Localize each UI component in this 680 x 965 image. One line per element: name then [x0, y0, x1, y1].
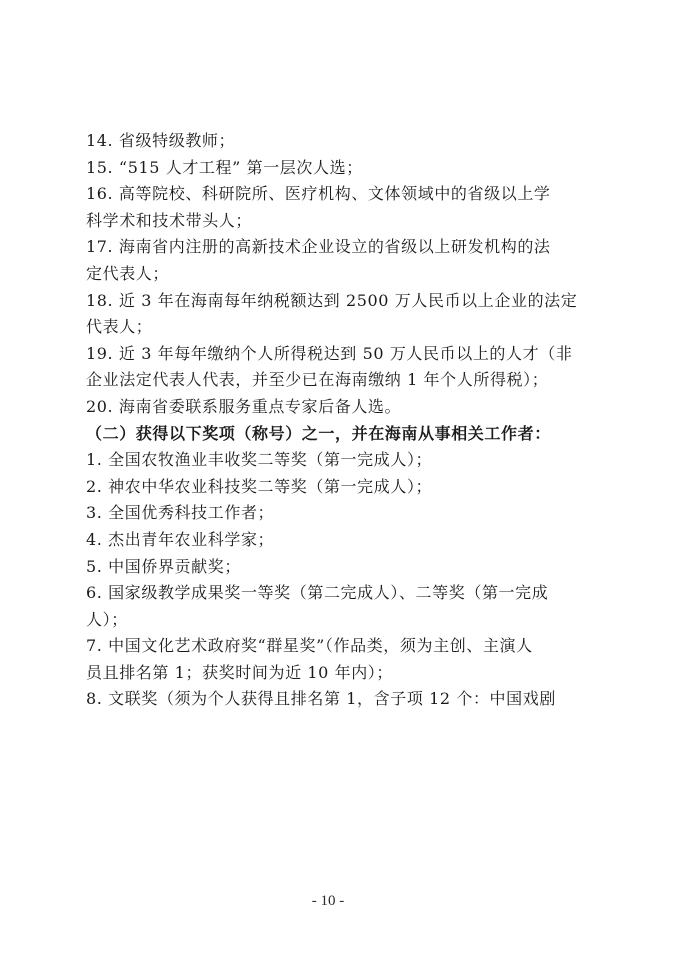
text-line: 代表人；	[86, 317, 153, 337]
text-line: 18. 近 3 年在海南每年纳税额达到 2500 万人民币以上企业的法定	[86, 290, 578, 310]
text-line: 企业法定代表人代表，并至少已在海南缴纳 1 年个人所得税）；	[86, 370, 549, 390]
section-heading: （二）获得以下奖项（称号）之一，并在海南从事相关工作者：	[86, 423, 551, 443]
text-line: 2. 神农中华农业科技奖二等奖（第一完成人）；	[86, 476, 433, 496]
text-line: 人）；	[86, 609, 128, 629]
document-body	[86, 128, 606, 713]
text-line: 20. 海南省委联系服务重点专家后备人选。	[86, 396, 402, 416]
text-line: 5. 中国侨界贡献奖；	[86, 556, 241, 576]
text-line: 员且排名第 1；获奖时间为近 10 年内）；	[86, 662, 393, 682]
text-line: 3. 全国优秀科技工作者；	[86, 503, 275, 523]
text-line: 7. 中国文化艺术政府奖“群星奖”（作品类，须为主创、主演人	[86, 636, 533, 656]
text-line: 16. 高等院校、科研院所、医疗机构、文体领域中的省级以上学	[86, 184, 551, 204]
text-line: 定代表人；	[86, 263, 170, 283]
text-line: 4. 杰出青年农业科学家；	[86, 529, 275, 549]
text-line: 14. 省级特级教师；	[86, 131, 236, 150]
page-number: - 10 -	[311, 893, 345, 909]
text-line: 19. 近 3 年每年缴纳个人所得税达到 50 万人民币以上的人才（非	[86, 343, 573, 363]
text-line: 6. 国家级教学成果奖一等奖（第二完成人）、二等奖（第一完成	[86, 583, 549, 603]
text-line: 8. 文联奖（须为个人获得且排名第 1，含子项 12 个：中国戏剧	[86, 689, 556, 709]
text-line: 1. 全国农牧渔业丰收奖二等奖（第一完成人）；	[86, 450, 433, 470]
text-line: 科学术和技术带头人；	[86, 210, 253, 230]
text-line: 17. 海南省内注册的高新技术企业设立的省级以上研发机构的法	[86, 237, 551, 257]
text-line: 15. “515 人才工程” 第一层次人选；	[86, 157, 363, 177]
